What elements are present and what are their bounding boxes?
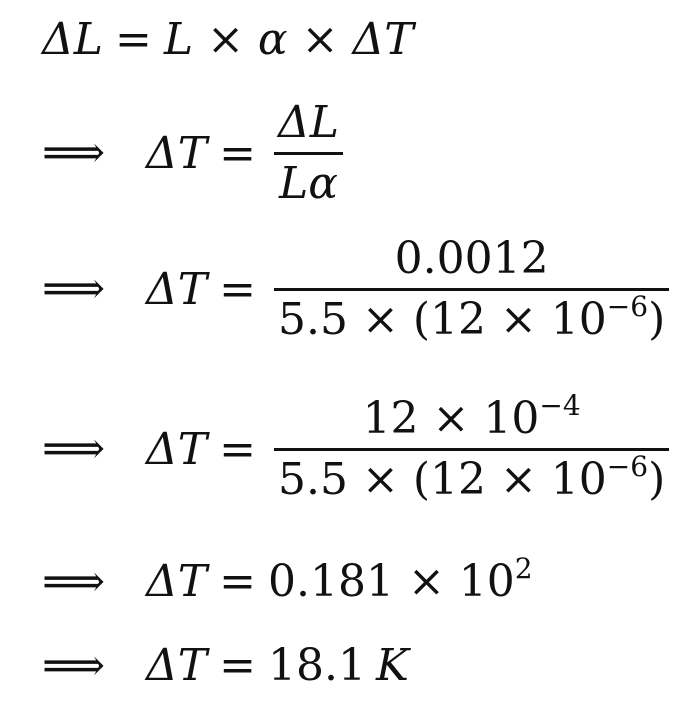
equation-line-6 (42, 640, 409, 691)
equation-line-1 (42, 14, 414, 65)
result-value: 18.1 (268, 640, 366, 691)
equation-line-4 (42, 389, 669, 505)
denominator-close: ) (648, 453, 666, 505)
numerator-base: 12 × 10 (362, 393, 540, 444)
denominator-base: 5.5 × (12 × 10 (278, 453, 607, 505)
fraction (274, 233, 669, 345)
equation-line-2 (42, 97, 343, 209)
implies-arrow-icon: ⟹ (42, 423, 106, 475)
implies-arrow-icon: ⟹ (42, 639, 106, 691)
result-unit: K (375, 640, 409, 691)
fraction-bar (274, 152, 343, 155)
rhs-base: 0.181 × 10 (268, 556, 515, 607)
rhs-expression: L × α × ΔT (163, 14, 414, 65)
implies-arrow-icon: ⟹ (42, 127, 106, 179)
equals-sign: = (219, 423, 256, 475)
equation-line-5 (42, 552, 533, 607)
lhs-expression: ΔT (146, 127, 208, 179)
fraction-numerator: ΔL (278, 97, 339, 148)
equals-sign: = (219, 556, 256, 607)
lhs-expression: ΔT (146, 640, 208, 691)
implies-arrow-icon: ⟹ (42, 263, 106, 315)
denominator-exponent: −6 (606, 449, 649, 483)
fraction-denominator (274, 449, 669, 505)
denominator-exponent: −6 (606, 289, 649, 323)
lhs-expression: ΔT (146, 556, 208, 607)
equals-sign: = (115, 14, 152, 65)
fraction-denominator: Lα (279, 157, 338, 209)
fraction-numerator (359, 389, 585, 444)
equation-line-3 (42, 233, 669, 345)
fraction (274, 97, 343, 209)
lhs-expression: ΔT (146, 263, 208, 315)
equals-sign: = (219, 127, 256, 179)
rhs-expression (268, 552, 533, 607)
numerator-exponent: −4 (539, 389, 581, 422)
rhs-exponent: 2 (514, 552, 533, 585)
fraction-denominator (274, 289, 669, 345)
lhs-expression: ΔL (42, 14, 103, 65)
lhs-expression: ΔT (146, 423, 208, 475)
implies-arrow-icon: ⟹ (42, 555, 106, 607)
fraction-numerator: 0.0012 (394, 233, 549, 284)
equals-sign: = (219, 263, 256, 315)
fraction (274, 389, 669, 505)
denominator-base: 5.5 × (12 × 10 (278, 293, 607, 345)
denominator-close: ) (648, 293, 666, 345)
equals-sign: = (219, 640, 256, 691)
